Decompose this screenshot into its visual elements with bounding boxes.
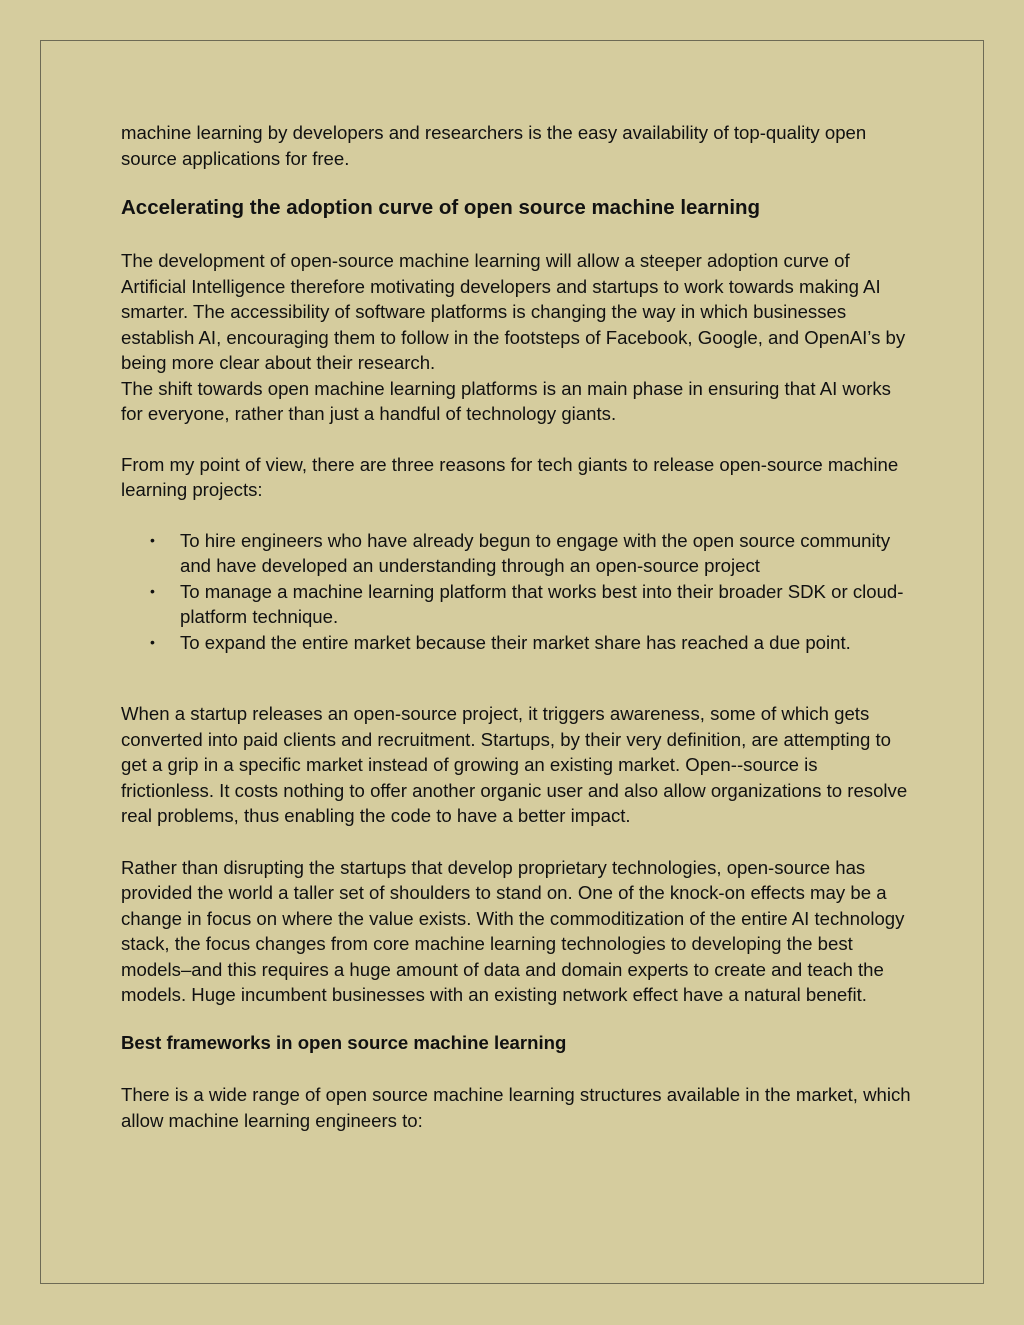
list-item-text: To hire engineers who have already begun to engage with the open source community and have developed an understanding through an open-source project [180, 529, 891, 576]
paragraph-shift: The shift towards open machine learning platforms is an main phase in ensuring that AI works for everyone, rather than just a handful of technology giants. [121, 377, 891, 424]
bullet-icon: • [150, 633, 155, 650]
reasons-list [121, 528, 911, 656]
list-item-text: To expand the entire market because their market share has reached a due point. [180, 631, 851, 653]
paragraph-frameworks: There is a wide range of open source machine learning structures available in the market, which allow machine learning engineers to: [121, 1084, 911, 1131]
list-item [121, 528, 911, 579]
paragraph-disrupt: Rather than disrupting the startups that develop proprietary technologies, open-source has provided the world a taller set of shoulders to stand on. One of the knock-on effects may be a change in focus on where the value exists. With the commoditization of the entire AI technology stack, the focus changes from core machine learning technologies to developing the best models–and this requires a huge amount of data and domain experts to create and teach the models. Huge incumbent businesses with an existing network effect have a natural benefit. [121, 856, 905, 1005]
paragraph-reasons: From my point of view, there are three reasons for tech giants to release open-source machine learning projects: [121, 453, 899, 500]
document-body [121, 120, 911, 1133]
section-heading-adoption-curve: Accelerating the adoption curve of open source machine learning [121, 196, 761, 219]
paragraph-startup: When a startup releases an open-source project, it triggers awareness, some of which gets converted into paid clients and recruitment. Startups, by their very definition, are attempting to get a grip in a specific market instead of growing an existing market. Open--source is frictionless. It costs nothing to offer another organic user and also allow organizations to resolve real problems, thus enabling the code to have a better impact. [121, 703, 908, 826]
list-item-text: To manage a machine learning platform that works best into their broader SDK or cloud-platform technique. [180, 580, 904, 627]
bullet-icon: • [150, 531, 155, 548]
intro-paragraph: machine learning by developers and researchers is the easy availability of top-quality open source applications for free. [121, 122, 867, 169]
list-item [121, 579, 911, 630]
paragraph-development: The development of open-source machine learning will allow a steeper adoption curve of Artificial Intelligence therefore motivating developers and startups to work towards making AI smarter. The accessibility of software platforms is changing the way in which businesses establish AI, encouraging them to follow in the footsteps of Facebook, Google, and OpenAI’s by being more clear about their research. [121, 250, 906, 373]
bullet-icon: • [150, 582, 155, 599]
list-item [121, 630, 911, 656]
section-heading-best-frameworks: Best frameworks in open source machine learning [121, 1031, 567, 1053]
